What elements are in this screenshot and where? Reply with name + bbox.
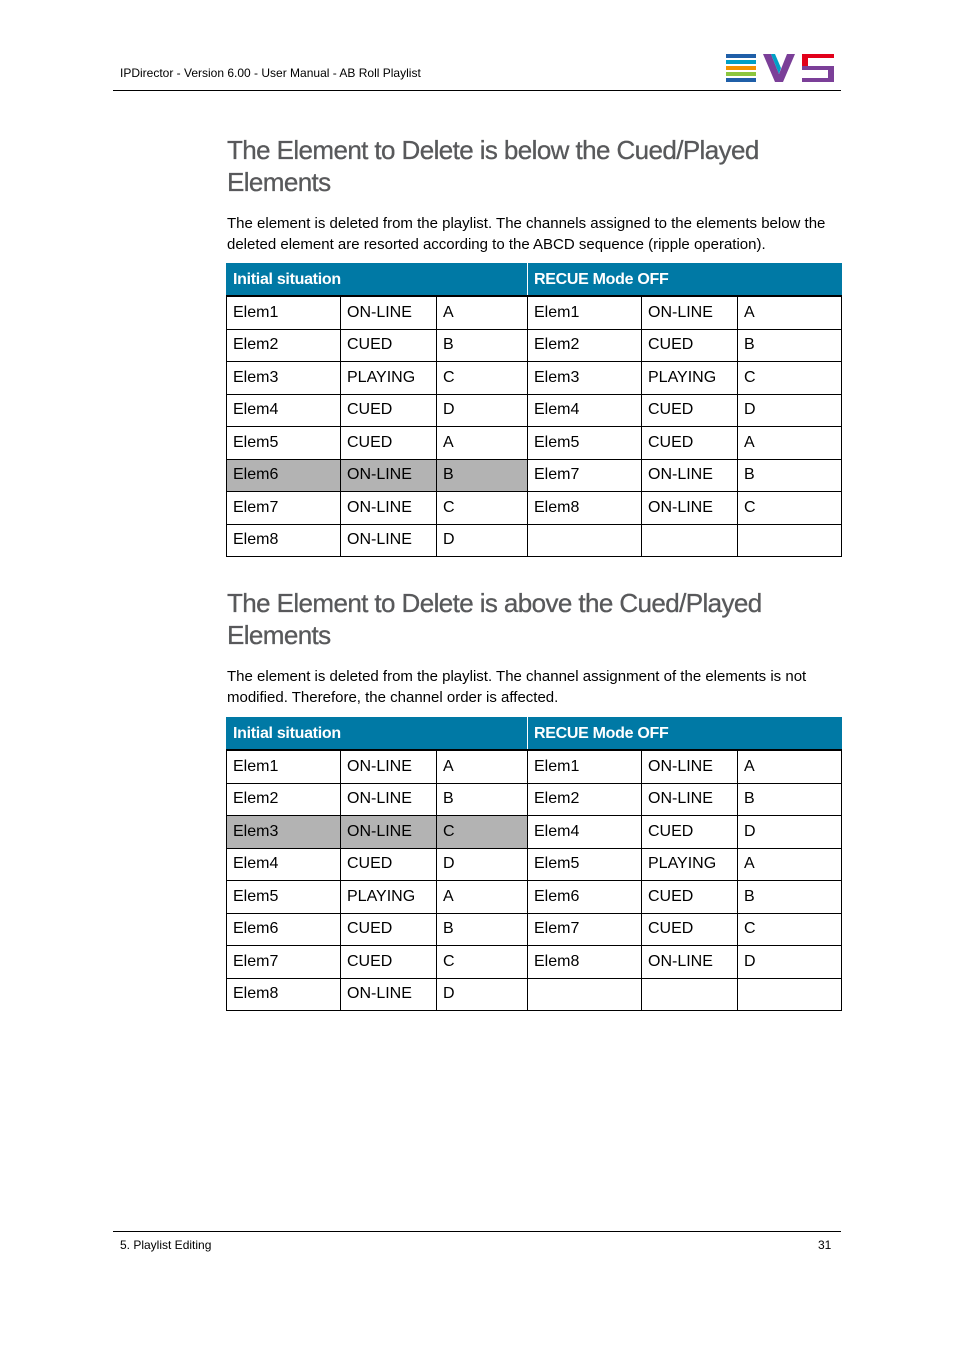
right-status-cell <box>642 524 738 557</box>
right-element-cell: Elem5 <box>528 427 642 460</box>
left-status-cell: ON-LINE <box>341 750 437 783</box>
left-status-cell: CUED <box>341 427 437 460</box>
right-element-cell: Elem8 <box>528 946 642 979</box>
right-channel-cell: A <box>738 296 842 329</box>
right-channel-cell: D <box>738 816 842 849</box>
left-status-cell: CUED <box>341 394 437 427</box>
right-status-cell: ON-LINE <box>642 750 738 783</box>
right-element-cell <box>528 978 642 1011</box>
left-channel-cell: C <box>437 362 528 395</box>
left-element-cell: Elem5 <box>227 881 341 914</box>
header-recue-mode-off: RECUE Mode OFF <box>528 718 842 751</box>
right-element-cell: Elem7 <box>528 459 642 492</box>
left-channel-cell: C <box>437 946 528 979</box>
right-channel-cell: D <box>738 394 842 427</box>
right-status-cell: CUED <box>642 427 738 460</box>
left-status-cell: ON-LINE <box>341 492 437 525</box>
right-status-cell: CUED <box>642 913 738 946</box>
right-element-cell: Elem4 <box>528 394 642 427</box>
right-channel-cell: B <box>738 881 842 914</box>
left-element-cell: Elem2 <box>227 329 341 362</box>
table-row <box>227 881 842 914</box>
left-channel-cell: B <box>437 913 528 946</box>
header-recue-mode-off: RECUE Mode OFF <box>528 264 842 297</box>
right-status-cell: CUED <box>642 881 738 914</box>
left-channel-cell: B <box>437 459 528 492</box>
table-row <box>227 816 842 849</box>
left-channel-cell: C <box>437 816 528 849</box>
left-channel-cell: D <box>437 394 528 427</box>
right-channel-cell: B <box>738 329 842 362</box>
left-element-cell: Elem3 <box>227 362 341 395</box>
right-element-cell: Elem4 <box>528 816 642 849</box>
right-channel-cell: A <box>738 848 842 881</box>
table-header-row <box>227 264 842 297</box>
left-element-cell: Elem7 <box>227 946 341 979</box>
right-channel-cell: C <box>738 913 842 946</box>
footer-chapter: 5. Playlist Editing <box>120 1238 212 1252</box>
left-element-cell: Elem6 <box>227 459 341 492</box>
right-channel-cell: B <box>738 783 842 816</box>
left-status-cell: ON-LINE <box>341 783 437 816</box>
right-status-cell: PLAYING <box>642 362 738 395</box>
right-channel-cell: A <box>738 750 842 783</box>
section-title-above: The Element to Delete is above the Cued/Played Elements <box>227 588 762 650</box>
table-header-row <box>227 718 842 751</box>
right-status-cell: PLAYING <box>642 848 738 881</box>
right-element-cell: Elem2 <box>528 329 642 362</box>
left-channel-cell: D <box>437 848 528 881</box>
right-element-cell: Elem8 <box>528 492 642 525</box>
left-status-cell: CUED <box>341 329 437 362</box>
left-status-cell: ON-LINE <box>341 978 437 1011</box>
left-status-cell: ON-LINE <box>341 816 437 849</box>
header-initial-situation: Initial situation <box>227 718 528 751</box>
left-element-cell: Elem2 <box>227 783 341 816</box>
left-element-cell: Elem7 <box>227 492 341 525</box>
running-header: IPDirector - Version 6.00 - User Manual - AB Roll Playlist <box>120 66 421 80</box>
right-element-cell: Elem1 <box>528 750 642 783</box>
right-element-cell: Elem2 <box>528 783 642 816</box>
left-channel-cell: B <box>437 329 528 362</box>
left-element-cell: Elem4 <box>227 848 341 881</box>
comparison-table-above <box>226 717 842 1011</box>
table-row <box>227 296 842 329</box>
table-row <box>227 750 842 783</box>
right-channel-cell: D <box>738 946 842 979</box>
left-channel-cell: C <box>437 492 528 525</box>
table-row <box>227 783 842 816</box>
table-row <box>227 913 842 946</box>
right-status-cell: CUED <box>642 394 738 427</box>
left-element-cell: Elem3 <box>227 816 341 849</box>
header-initial-situation: Initial situation <box>227 264 528 297</box>
left-status-cell: CUED <box>341 848 437 881</box>
table-row <box>227 946 842 979</box>
right-status-cell: ON-LINE <box>642 492 738 525</box>
right-status-cell: ON-LINE <box>642 459 738 492</box>
table-row <box>227 329 842 362</box>
right-channel-cell: A <box>738 427 842 460</box>
left-status-cell: ON-LINE <box>341 296 437 329</box>
right-channel-cell: B <box>738 459 842 492</box>
right-element-cell: Elem1 <box>528 296 642 329</box>
left-element-cell: Elem6 <box>227 913 341 946</box>
right-element-cell: Elem7 <box>528 913 642 946</box>
left-status-cell: ON-LINE <box>341 524 437 557</box>
table-row <box>227 394 842 427</box>
right-element-cell: Elem3 <box>528 362 642 395</box>
left-element-cell: Elem1 <box>227 750 341 783</box>
table-row <box>227 848 842 881</box>
right-channel-cell <box>738 524 842 557</box>
table-row <box>227 492 842 525</box>
left-element-cell: Elem8 <box>227 524 341 557</box>
table-row <box>227 524 842 557</box>
left-channel-cell: A <box>437 296 528 329</box>
right-channel-cell <box>738 978 842 1011</box>
left-channel-cell: B <box>437 783 528 816</box>
left-channel-cell: D <box>437 978 528 1011</box>
right-status-cell: CUED <box>642 816 738 849</box>
left-element-cell: Elem4 <box>227 394 341 427</box>
left-channel-cell: A <box>437 427 528 460</box>
page-number: 31 <box>818 1238 832 1252</box>
table-row <box>227 427 842 460</box>
section-title-below: The Element to Delete is below the Cued/Played Elements <box>227 135 759 197</box>
left-element-cell: Elem8 <box>227 978 341 1011</box>
evs-logo <box>726 54 834 82</box>
right-status-cell: CUED <box>642 329 738 362</box>
right-status-cell <box>642 978 738 1011</box>
table-row <box>227 459 842 492</box>
left-status-cell: PLAYING <box>341 881 437 914</box>
comparison-table-below <box>226 263 842 557</box>
left-status-cell: CUED <box>341 913 437 946</box>
footer-divider <box>113 1231 841 1232</box>
right-channel-cell: C <box>738 492 842 525</box>
left-element-cell: Elem5 <box>227 427 341 460</box>
header-divider <box>113 90 841 91</box>
right-element-cell <box>528 524 642 557</box>
section-body-below: The element is deleted from the playlist. The channels assigned to the elements below the deleted element are resorted according to the ABCD sequence (ripple operation). <box>227 215 826 253</box>
right-status-cell: ON-LINE <box>642 783 738 816</box>
right-element-cell: Elem6 <box>528 881 642 914</box>
left-channel-cell: D <box>437 524 528 557</box>
left-channel-cell: A <box>437 881 528 914</box>
left-status-cell: CUED <box>341 946 437 979</box>
left-element-cell: Elem1 <box>227 296 341 329</box>
left-status-cell: ON-LINE <box>341 459 437 492</box>
right-status-cell: ON-LINE <box>642 946 738 979</box>
right-channel-cell: C <box>738 362 842 395</box>
table-row <box>227 978 842 1011</box>
section-body-above: The element is deleted from the playlist. The channel assignment of the elements is not modified. Therefore, the channel order is affected. <box>227 668 807 706</box>
right-element-cell: Elem5 <box>528 848 642 881</box>
left-status-cell: PLAYING <box>341 362 437 395</box>
table-row <box>227 362 842 395</box>
right-status-cell: ON-LINE <box>642 296 738 329</box>
left-channel-cell: A <box>437 750 528 783</box>
